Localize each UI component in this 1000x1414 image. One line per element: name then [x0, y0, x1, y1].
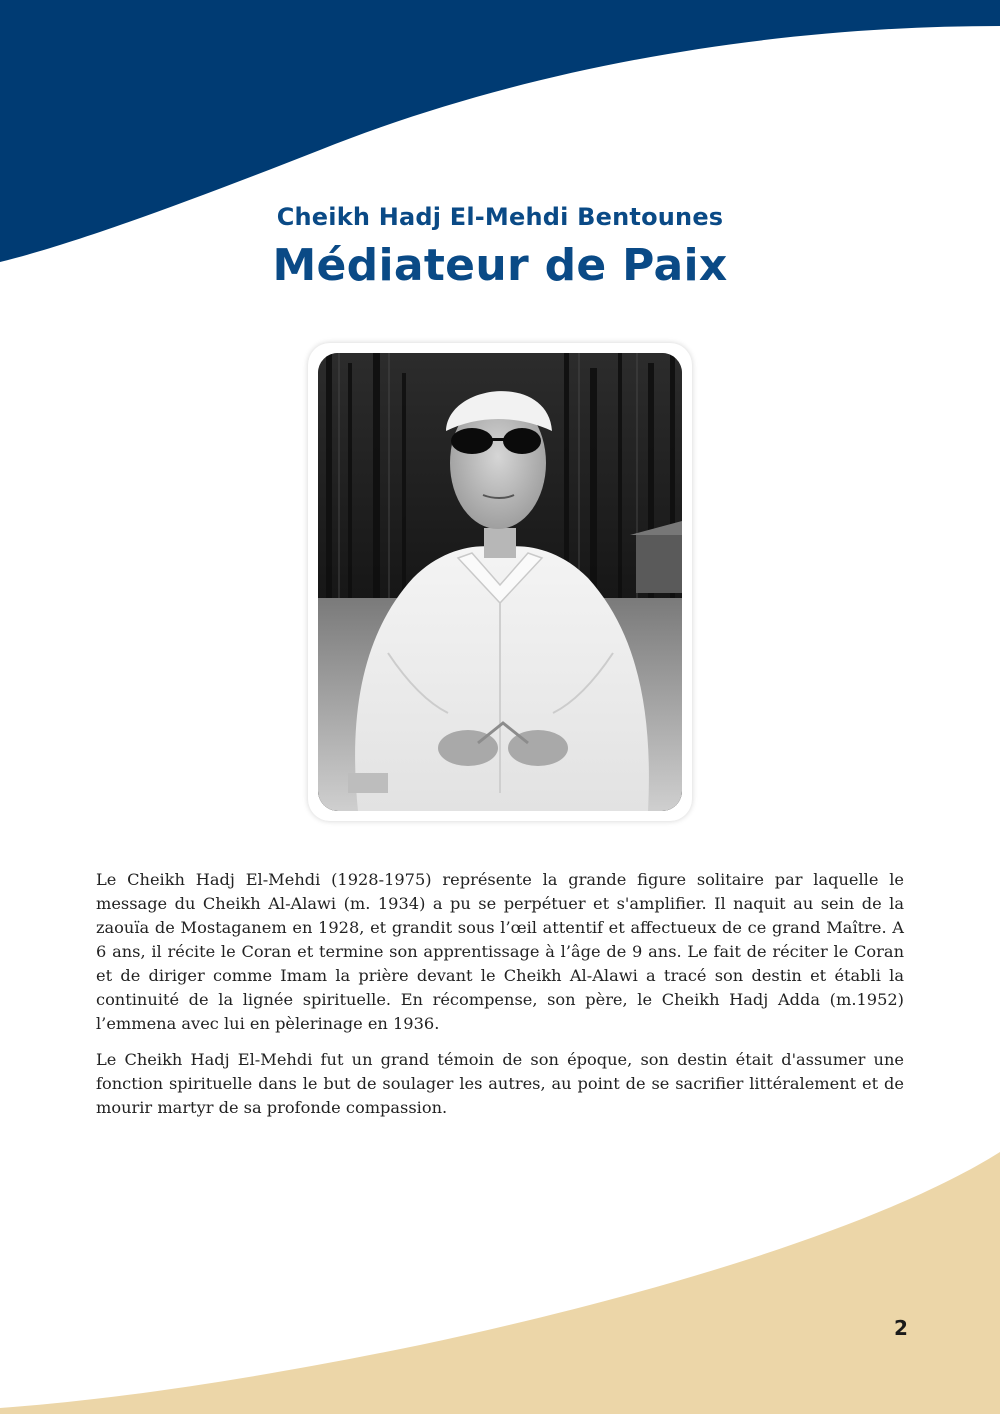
paragraph-1: Le Cheikh Hadj El-Mehdi (1928-1975) représente la grande figure solitaire par laquelle le message du Cheikh Al-Alawi (m. 1934) a pu se perpétuer et s'amplifier. Il naquit au sein de la zaouïa de Mostaganem en 1928, et grandit sous l’œil attentif et affectueux de ce grand Maître. A 6 ans, il récite le Coran et termine son apprentissage à l’âge de 9 ans. Le fait de réciter le Coran et de diriger comme Imam la prière devant le Cheikh Al-Alawi a tracé son destin et établi la continuité de la lignée spirituelle. En récompense, son père, le Cheikh Hadj Adda (m.1952) l’emmena avec lui en pèlerinage en 1936.	[96, 870, 904, 1033]
article-body	[96, 868, 904, 1132]
page-title: Médiateur de Paix	[272, 240, 728, 291]
portrait-photo	[318, 353, 682, 811]
bottom-beige-swoosh	[0, 1152, 1000, 1414]
page-number: 2	[894, 1316, 908, 1340]
paragraph-2: Le Cheikh Hadj El-Mehdi fut un grand témoin de son époque, son destin était d'assumer une fonction spirituelle dans le but de soulager les autres, au point de se sacrifier littéralement et de mourir martyr de sa profonde compassion.	[96, 1050, 904, 1117]
page-subtitle: Cheikh Hadj El-Mehdi Bentounes	[276, 203, 724, 231]
portrait-illustration	[318, 353, 682, 811]
